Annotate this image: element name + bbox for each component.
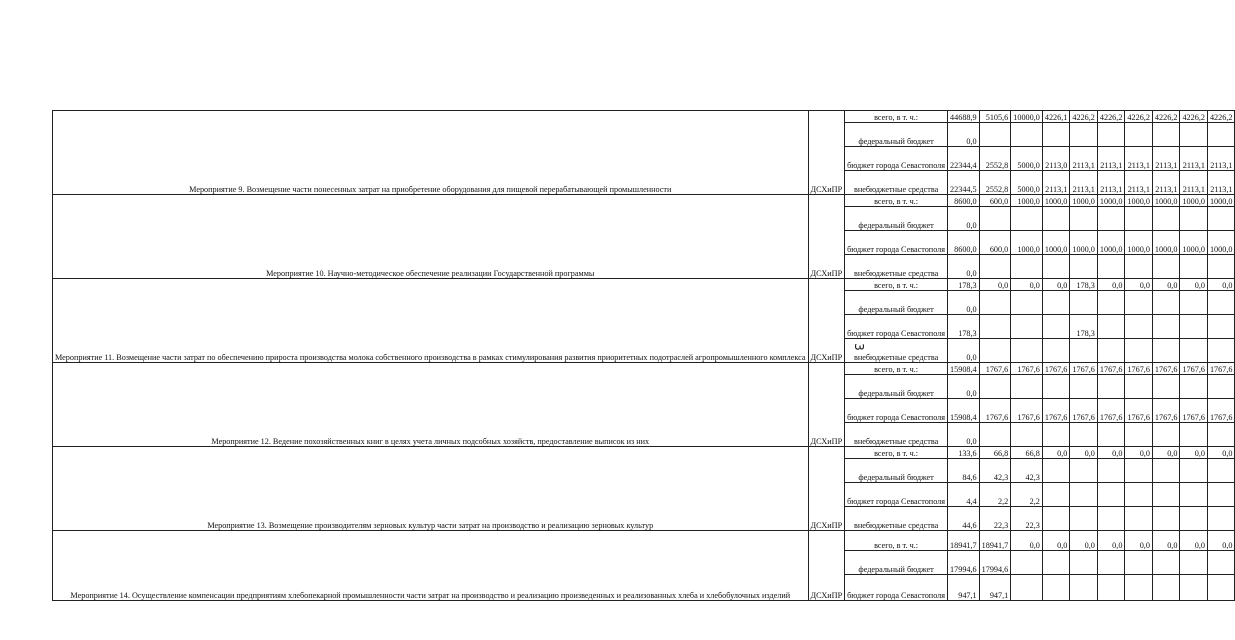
year-value-cell: 1767,6 (1180, 399, 1208, 423)
total-value-cell: 4,4 (948, 483, 980, 507)
year-value-cell: 1000,0 (1207, 231, 1235, 255)
year-value-cell (1097, 551, 1125, 575)
year-value-cell: 0,0 (1180, 279, 1208, 291)
total-value-cell: 8600,0 (948, 231, 980, 255)
year-value-cell (979, 423, 1011, 447)
year-value-cell (1207, 291, 1235, 315)
year-value-cell: 4226,2 (1097, 111, 1125, 123)
year-value-cell (1180, 423, 1208, 447)
year-value-cell (1152, 459, 1180, 483)
year-value-cell: 0,0 (1152, 279, 1180, 291)
year-value-cell (1152, 575, 1180, 601)
table-row (53, 447, 1235, 459)
year-value-cell: 178,3 (1070, 315, 1098, 339)
year-value-cell (1207, 551, 1235, 575)
funding-source-cell: бюджет города Севастополя (845, 399, 948, 423)
year-value-cell (1011, 291, 1043, 315)
year-value-cell: 1000,0 (1180, 195, 1208, 207)
year-value-cell: 0,0 (1070, 531, 1098, 551)
year-value-cell (1011, 123, 1043, 147)
event-name-cell: Мероприятие 13. Возмещение производителям зерновых культур части затрат на производство и реализацию зерновых культур (53, 447, 809, 531)
year-value-cell (1180, 459, 1208, 483)
year-value-cell (1152, 123, 1180, 147)
year-value-cell (1011, 423, 1043, 447)
year-value-cell (979, 291, 1011, 315)
year-value-cell (1070, 339, 1098, 363)
year-value-cell: 0,0 (1125, 279, 1153, 291)
year-value-cell: 1767,6 (1180, 363, 1208, 375)
year-value-cell (1180, 291, 1208, 315)
total-value-cell: 178,3 (948, 279, 980, 291)
year-value-cell (1207, 339, 1235, 363)
funding-source-cell: бюджет города Севастополя (845, 575, 948, 601)
year-value-cell (1125, 123, 1153, 147)
year-value-cell: 1000,0 (1097, 195, 1125, 207)
year-value-cell (1042, 423, 1070, 447)
total-value-cell: 0,0 (948, 375, 980, 399)
funding-source-cell: внебюджетные средства (845, 339, 948, 363)
table-row (53, 195, 1235, 207)
funding-source-cell: бюджет города Севастополя (845, 147, 948, 171)
year-value-cell: 2552,8 (979, 171, 1011, 195)
year-value-cell: 178,3 (1070, 279, 1098, 291)
executor-cell: ДСХиПР (808, 111, 845, 195)
funding-source-cell: бюджет города Севастополя (845, 231, 948, 255)
year-value-cell (1152, 339, 1180, 363)
year-value-cell: 0,0 (1207, 531, 1235, 551)
year-value-cell (1011, 207, 1043, 231)
year-value-cell: 4226,2 (1125, 111, 1153, 123)
year-value-cell: 42,3 (1011, 459, 1043, 483)
year-value-cell (1070, 291, 1098, 315)
year-value-cell: 0,0 (1011, 531, 1043, 551)
total-value-cell: 0,0 (948, 255, 980, 279)
funding-source-cell: бюджет города Севастополя (845, 315, 948, 339)
year-value-cell: 2113,1 (1097, 147, 1125, 171)
funding-source-cell: федеральный бюджет (845, 123, 948, 147)
executor-cell: ДСХиПР (808, 363, 845, 447)
year-value-cell (1042, 123, 1070, 147)
funding-source-cell: федеральный бюджет (845, 291, 948, 315)
year-value-cell: 1767,6 (1042, 363, 1070, 375)
year-value-cell: 1000,0 (1180, 231, 1208, 255)
year-value-cell (1011, 375, 1043, 399)
total-value-cell: 22344,5 (948, 171, 980, 195)
year-value-cell (979, 315, 1011, 339)
year-value-cell (1042, 207, 1070, 231)
year-value-cell: 2113,1 (1207, 171, 1235, 195)
year-value-cell: 0,0 (1152, 447, 1180, 459)
year-value-cell (1125, 315, 1153, 339)
year-value-cell: 2,2 (979, 483, 1011, 507)
total-value-cell: 0,0 (948, 339, 980, 363)
year-value-cell: 0,0 (1042, 531, 1070, 551)
year-value-cell: 2113,1 (1152, 171, 1180, 195)
year-value-cell (1125, 459, 1153, 483)
year-value-cell: 2552,8 (979, 147, 1011, 171)
year-value-cell (1097, 291, 1125, 315)
year-value-cell: 2113,1 (1207, 147, 1235, 171)
year-value-cell (1070, 207, 1098, 231)
year-value-cell: 22,3 (979, 507, 1011, 531)
year-value-cell: 2113,1 (1070, 147, 1098, 171)
year-value-cell (1180, 207, 1208, 231)
year-value-cell: 2113,1 (1180, 147, 1208, 171)
event-name-cell: Мероприятие 14. Осуществление компенсации предприятиям хлебопекарной промышленности части затрат на производство и реализацию произведенных и реализованных хлеба и хлебобулочных изделий (53, 531, 809, 601)
year-value-cell: 600,0 (979, 231, 1011, 255)
year-value-cell: 2113,1 (1152, 147, 1180, 171)
year-value-cell: 0,0 (1125, 531, 1153, 551)
year-value-cell (1207, 423, 1235, 447)
year-value-cell: 1000,0 (1042, 231, 1070, 255)
year-value-cell (1207, 123, 1235, 147)
funding-source-cell: внебюджетные средства (845, 255, 948, 279)
year-value-cell: 2113,1 (1097, 171, 1125, 195)
year-value-cell (1207, 483, 1235, 507)
year-value-cell: 947,1 (979, 575, 1011, 601)
year-value-cell: 0,0 (1207, 279, 1235, 291)
year-value-cell: 42,3 (979, 459, 1011, 483)
year-value-cell: 1767,6 (1070, 363, 1098, 375)
funding-source-cell: федеральный бюджет (845, 551, 948, 575)
year-value-cell (1207, 375, 1235, 399)
total-value-cell: 17994,6 (948, 551, 980, 575)
year-value-cell (979, 255, 1011, 279)
budget-table-body (53, 111, 1235, 601)
year-value-cell: 0,0 (1152, 531, 1180, 551)
year-value-cell: 1767,6 (1207, 363, 1235, 375)
year-value-cell (1152, 315, 1180, 339)
year-value-cell: 0,0 (1042, 279, 1070, 291)
total-value-cell: 8600,0 (948, 195, 980, 207)
year-value-cell: 4226,2 (1207, 111, 1235, 123)
year-value-cell (1180, 315, 1208, 339)
year-value-cell: 0,0 (1042, 447, 1070, 459)
year-value-cell: 1767,6 (1152, 399, 1180, 423)
executor-cell: ДСХиПР (808, 279, 845, 363)
year-value-cell: 1000,0 (1152, 195, 1180, 207)
year-value-cell: 5000,0 (1011, 147, 1043, 171)
year-value-cell (1070, 123, 1098, 147)
year-value-cell (1180, 123, 1208, 147)
year-value-cell (1070, 423, 1098, 447)
year-value-cell (1070, 483, 1098, 507)
year-value-cell: 0,0 (1180, 531, 1208, 551)
year-value-cell (1011, 551, 1043, 575)
year-value-cell (1180, 375, 1208, 399)
funding-source-cell: всего, в т. ч.: (845, 279, 948, 291)
year-value-cell (1097, 483, 1125, 507)
year-value-cell: 2113,1 (1042, 171, 1070, 195)
year-value-cell (1011, 255, 1043, 279)
year-value-cell: 1767,6 (1152, 363, 1180, 375)
year-value-cell: 1767,6 (979, 363, 1011, 375)
total-value-cell: 0,0 (948, 291, 980, 315)
year-value-cell (1042, 339, 1070, 363)
year-value-cell (1125, 207, 1153, 231)
executor-cell: ДСХиПР (808, 531, 845, 601)
year-value-cell: 0,0 (1207, 447, 1235, 459)
year-value-cell: 1767,6 (1070, 399, 1098, 423)
year-value-cell: 1767,6 (1097, 363, 1125, 375)
year-value-cell (1097, 339, 1125, 363)
total-value-cell: 84,6 (948, 459, 980, 483)
year-value-cell (1070, 575, 1098, 601)
year-value-cell: 1767,6 (1125, 399, 1153, 423)
year-value-cell (1125, 507, 1153, 531)
year-value-cell: 4226,2 (1180, 111, 1208, 123)
year-value-cell: 2113,1 (1125, 147, 1153, 171)
total-value-cell: 178,3 (948, 315, 980, 339)
year-value-cell (1207, 507, 1235, 531)
year-value-cell: 18941,7 (979, 531, 1011, 551)
funding-source-cell: всего, в т. ч.: (845, 363, 948, 375)
year-value-cell: 22,3 (1011, 507, 1043, 531)
year-value-cell (1125, 255, 1153, 279)
budget-table (52, 110, 1235, 601)
year-value-cell: 1000,0 (1070, 195, 1098, 207)
total-value-cell: 22344,4 (948, 147, 980, 171)
funding-source-cell: внебюджетные средства (845, 423, 948, 447)
year-value-cell (1097, 375, 1125, 399)
year-value-cell: 0,0 (1125, 447, 1153, 459)
year-value-cell (1152, 483, 1180, 507)
year-value-cell (1207, 315, 1235, 339)
year-value-cell (1011, 339, 1043, 363)
year-value-cell (1097, 315, 1125, 339)
year-value-cell (1070, 459, 1098, 483)
year-value-cell: 2113,1 (1125, 171, 1153, 195)
year-value-cell: 1767,6 (1125, 363, 1153, 375)
year-value-cell (1097, 123, 1125, 147)
year-value-cell: 66,8 (1011, 447, 1043, 459)
year-value-cell (1042, 255, 1070, 279)
year-value-cell (1180, 551, 1208, 575)
year-value-cell (1070, 375, 1098, 399)
year-value-cell (1042, 375, 1070, 399)
event-name-cell: Мероприятие 11. Возмещение части затрат по обеспечению прироста производства молока собственного производства в рамках стимулирования развития приоритетных подотраслей агропромышленного комплекса (53, 279, 809, 363)
table-row (53, 363, 1235, 375)
year-value-cell (1097, 207, 1125, 231)
year-value-cell (1207, 207, 1235, 231)
year-value-cell (1152, 291, 1180, 315)
year-value-cell (1097, 459, 1125, 483)
year-value-cell: 4226,2 (1152, 111, 1180, 123)
year-value-cell (1180, 575, 1208, 601)
year-value-cell (1011, 575, 1043, 601)
year-value-cell (1152, 423, 1180, 447)
year-value-cell (1042, 315, 1070, 339)
year-value-cell (1125, 423, 1153, 447)
year-value-cell: 1000,0 (1152, 231, 1180, 255)
year-value-cell: 2,2 (1011, 483, 1043, 507)
year-value-cell: 0,0 (979, 279, 1011, 291)
year-value-cell (1125, 339, 1153, 363)
total-value-cell: 44,6 (948, 507, 980, 531)
total-value-cell: 18941,7 (948, 531, 980, 551)
year-value-cell (1042, 507, 1070, 531)
total-value-cell: 15908,4 (948, 363, 980, 375)
year-value-cell (1011, 315, 1043, 339)
funding-source-cell: всего, в т. ч.: (845, 195, 948, 207)
executor-cell: ДСХиПР (808, 447, 845, 531)
table-row (53, 531, 1235, 551)
year-value-cell (979, 207, 1011, 231)
year-value-cell: 0,0 (1011, 279, 1043, 291)
year-value-cell: 0,0 (1180, 447, 1208, 459)
year-value-cell (1207, 255, 1235, 279)
funding-source-cell: внебюджетные средства (845, 171, 948, 195)
year-value-cell: 600,0 (979, 195, 1011, 207)
funding-source-cell: бюджет города Севастополя (845, 483, 948, 507)
page-number: 3 (851, 343, 866, 351)
total-value-cell: 947,1 (948, 575, 980, 601)
year-value-cell (1042, 291, 1070, 315)
year-value-cell (979, 123, 1011, 147)
year-value-cell (1097, 423, 1125, 447)
year-value-cell: 1000,0 (1070, 231, 1098, 255)
year-value-cell (1152, 551, 1180, 575)
year-value-cell: 66,8 (979, 447, 1011, 459)
event-name-cell: Мероприятие 9. Возмещение части понесенных затрат на приобретение оборудования для пищевой перерабатывающей промышленности (53, 111, 809, 195)
year-value-cell: 2113,1 (1070, 171, 1098, 195)
year-value-cell: 0,0 (1097, 279, 1125, 291)
funding-source-cell: внебюджетные средства (845, 507, 948, 531)
funding-source-cell: всего, в т. ч.: (845, 111, 948, 123)
year-value-cell: 1000,0 (1011, 231, 1043, 255)
total-value-cell: 0,0 (948, 207, 980, 231)
funding-source-cell: всего, в т. ч.: (845, 531, 948, 551)
year-value-cell (1042, 551, 1070, 575)
year-value-cell: 4226,2 (1070, 111, 1098, 123)
year-value-cell: 1000,0 (1042, 195, 1070, 207)
year-value-cell (1180, 339, 1208, 363)
year-value-cell: 2113,0 (1042, 147, 1070, 171)
year-value-cell (1180, 255, 1208, 279)
total-value-cell: 15908,4 (948, 399, 980, 423)
event-name-cell: Мероприятие 10. Научно-методическое обеспечение реализации Государственной программы (53, 195, 809, 279)
year-value-cell (1042, 483, 1070, 507)
year-value-cell (1152, 507, 1180, 531)
year-value-cell: 10000,0 (1011, 111, 1043, 123)
year-value-cell: 5000,0 (1011, 171, 1043, 195)
year-value-cell: 0,0 (1097, 447, 1125, 459)
year-value-cell (1125, 375, 1153, 399)
year-value-cell: 1000,0 (1207, 195, 1235, 207)
year-value-cell: 2113,1 (1180, 171, 1208, 195)
year-value-cell (1042, 575, 1070, 601)
year-value-cell (1125, 291, 1153, 315)
year-value-cell (1097, 507, 1125, 531)
total-value-cell: 0,0 (948, 423, 980, 447)
year-value-cell (1070, 551, 1098, 575)
funding-source-cell: федеральный бюджет (845, 459, 948, 483)
year-value-cell: 1000,0 (1011, 195, 1043, 207)
year-value-cell (1152, 375, 1180, 399)
year-value-cell (1125, 551, 1153, 575)
total-value-cell: 133,6 (948, 447, 980, 459)
total-value-cell: 0,0 (948, 123, 980, 147)
year-value-cell (1042, 459, 1070, 483)
year-value-cell (1070, 255, 1098, 279)
table-row (53, 279, 1235, 291)
year-value-cell: 1000,0 (1125, 195, 1153, 207)
event-name-cell: Мероприятие 12. Ведение похозяйственных книг в целях учета личных подсобных хозяйств, предоставление выписок из них (53, 363, 809, 447)
year-value-cell: 1000,0 (1125, 231, 1153, 255)
year-value-cell (1152, 255, 1180, 279)
year-value-cell (1125, 575, 1153, 601)
year-value-cell (1207, 459, 1235, 483)
executor-cell: ДСХиПР (808, 195, 845, 279)
year-value-cell (1097, 575, 1125, 601)
funding-source-cell: федеральный бюджет (845, 375, 948, 399)
year-value-cell: 1767,6 (1042, 399, 1070, 423)
year-value-cell: 4226,1 (1042, 111, 1070, 123)
year-value-cell: 0,0 (1097, 531, 1125, 551)
total-value-cell: 44688,9 (948, 111, 980, 123)
year-value-cell (1207, 575, 1235, 601)
year-value-cell: 1767,6 (979, 399, 1011, 423)
year-value-cell (1125, 483, 1153, 507)
funding-source-cell: федеральный бюджет (845, 207, 948, 231)
year-value-cell: 1767,6 (1011, 363, 1043, 375)
year-value-cell: 0,0 (1070, 447, 1098, 459)
year-value-cell (979, 375, 1011, 399)
year-value-cell: 1767,6 (1097, 399, 1125, 423)
year-value-cell (1180, 507, 1208, 531)
year-value-cell: 17994,6 (979, 551, 1011, 575)
year-value-cell (1070, 507, 1098, 531)
year-value-cell: 1767,6 (1207, 399, 1235, 423)
year-value-cell: 5105,6 (979, 111, 1011, 123)
year-value-cell (1097, 255, 1125, 279)
year-value-cell (979, 339, 1011, 363)
year-value-cell (1152, 207, 1180, 231)
year-value-cell (1180, 483, 1208, 507)
table-row (53, 111, 1235, 123)
year-value-cell: 1000,0 (1097, 231, 1125, 255)
year-value-cell: 1767,6 (1011, 399, 1043, 423)
funding-source-cell: всего, в т. ч.: (845, 447, 948, 459)
